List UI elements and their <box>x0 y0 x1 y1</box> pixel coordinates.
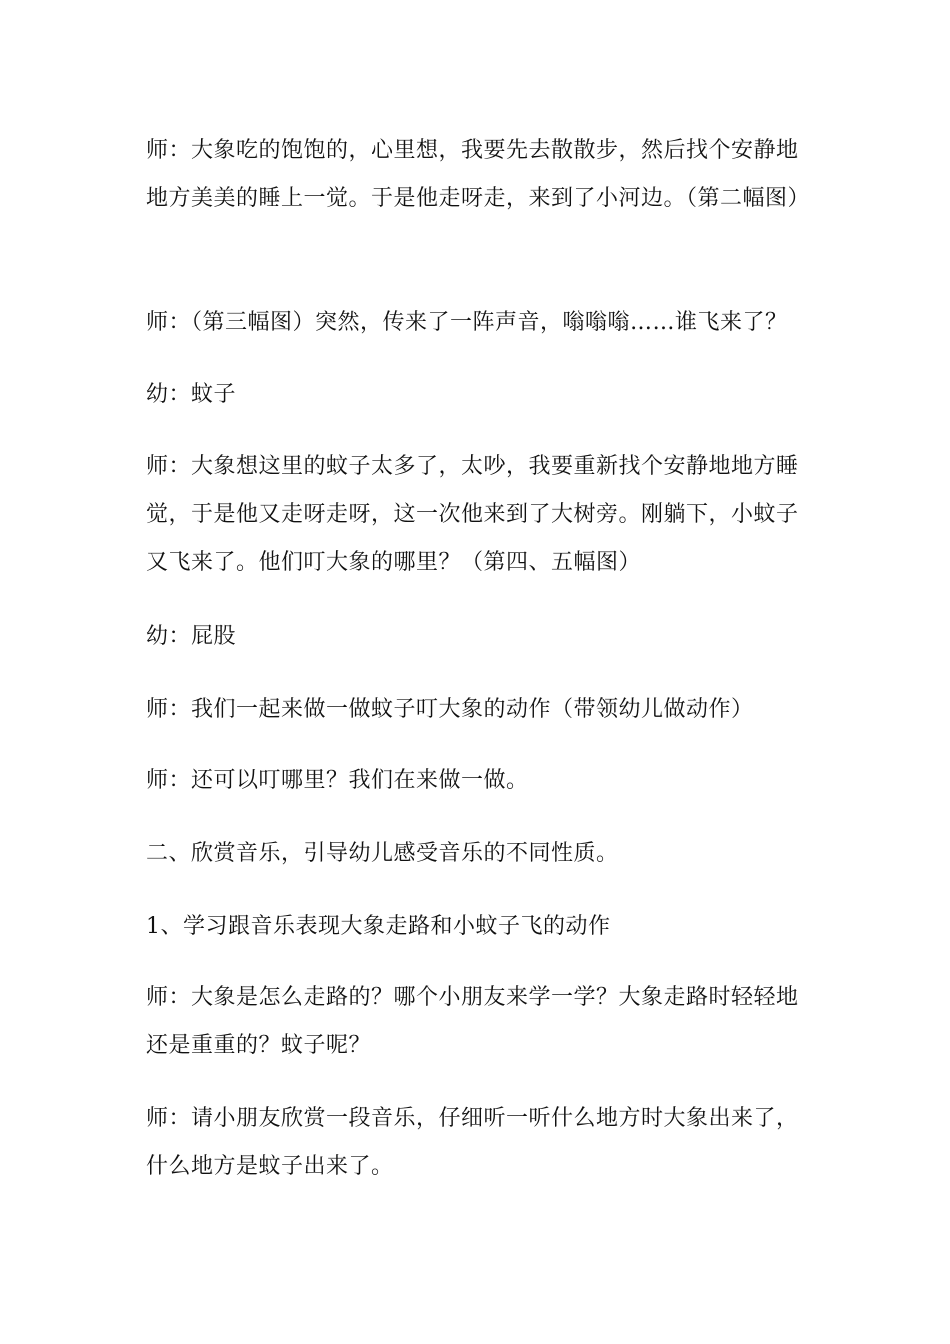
section-heading-music: 二、欣赏音乐，引导幼儿感受音乐的不同性质。 <box>146 841 619 866</box>
paragraph-teacher-listen: 师：请小朋友欣赏一段音乐，仔细听一听什么地方时大象出来了，什么地方是蚊子出来了。 <box>146 1106 799 1179</box>
paragraph-teacher-where-else: 师：还可以叮哪里？我们在来做一做。 <box>146 768 529 793</box>
subsection-heading-learn: 1、学习跟音乐表现大象走路和小蚊子飞的动作 <box>146 914 611 939</box>
paragraph-child-mosquito: 幼：蚊子 <box>146 382 237 407</box>
paragraph-child-butt: 幼：屁股 <box>146 624 237 649</box>
paragraph-teacher-tree: 师：大象想这里的蚊子太多了，太吵，我要重新找个安静地地方睡觉，于是他又走呀走呀，这一次他来到了大树旁。刚躺下，小蚊子又飞来了。他们叮大象的哪里？（第四、五幅图） <box>146 454 799 575</box>
paragraph-teacher-action: 师：我们一起来做一做蚊子叮大象的动作（带领幼儿做动作） <box>146 697 754 722</box>
paragraph-teacher-how-walk: 师：大象是怎么走路的？哪个小朋友来学一学？大象走路时轻轻地还是重重的？蚊子呢？ <box>146 985 799 1058</box>
paragraph-teacher-sound: 师：（第三幅图）突然，传来了一阵声音，嗡嗡嗡……谁飞来了？ <box>146 310 788 335</box>
paragraph-teacher-elephant-walk: 师：大象吃的饱饱的，心里想，我要先去散散步，然后找个安静地地方美美的睡上一觉。于是他走呀走，来到了小河边。（第二幅图） <box>146 138 811 211</box>
